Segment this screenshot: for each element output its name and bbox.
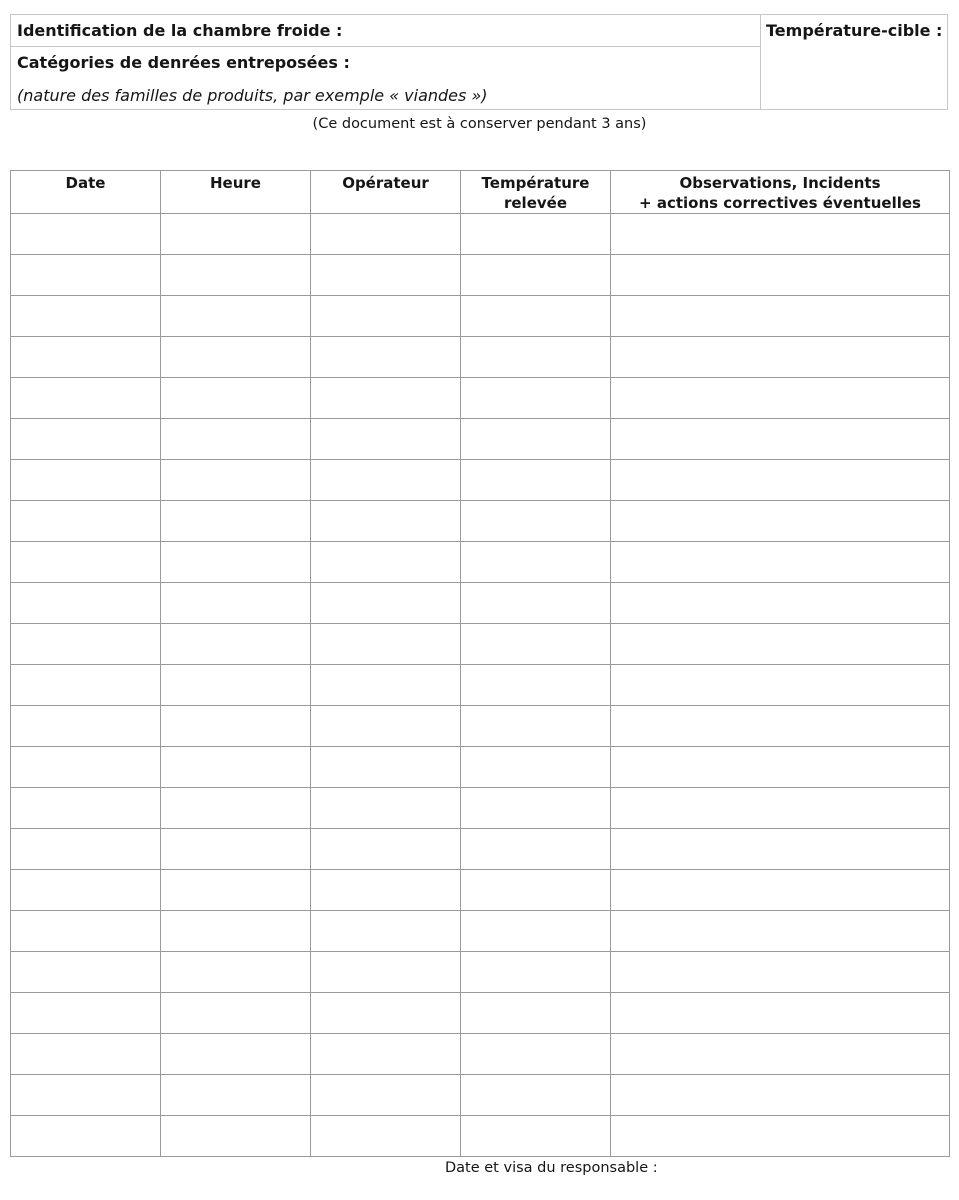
time-cell[interactable] (161, 419, 311, 460)
operator-cell[interactable] (311, 911, 461, 952)
observations-cell[interactable] (611, 1116, 950, 1157)
column-header-operator (311, 171, 461, 214)
column-header-line2: + actions correctives éventuelles (639, 194, 921, 212)
date-cell[interactable] (11, 747, 161, 788)
table-row (11, 952, 950, 993)
table-row (11, 1116, 950, 1157)
date-cell[interactable] (11, 337, 161, 378)
column-header-observations (611, 171, 950, 214)
temperature-log-table (10, 170, 950, 1157)
table-row (11, 419, 950, 460)
table-row (11, 1075, 950, 1116)
table-row (11, 788, 950, 829)
temperature-cell[interactable] (461, 870, 611, 911)
time-cell[interactable] (161, 706, 311, 747)
date-cell[interactable] (11, 378, 161, 419)
observations-cell[interactable] (611, 460, 950, 501)
time-cell[interactable] (161, 788, 311, 829)
temperature-cell[interactable] (461, 829, 611, 870)
temperature-cell[interactable] (461, 706, 611, 747)
operator-cell[interactable] (311, 337, 461, 378)
time-cell[interactable] (161, 255, 311, 296)
observations-cell[interactable] (611, 952, 950, 993)
categories-label: Catégories de denrées entreposées : (17, 53, 350, 72)
date-cell[interactable] (11, 870, 161, 911)
temperature-cell[interactable] (461, 501, 611, 542)
operator-cell[interactable] (311, 624, 461, 665)
temperature-cell[interactable] (461, 296, 611, 337)
observations-cell[interactable] (611, 1075, 950, 1116)
operator-cell[interactable] (311, 952, 461, 993)
temperature-cell[interactable] (461, 952, 611, 993)
operator-cell[interactable] (311, 419, 461, 460)
time-cell[interactable] (161, 747, 311, 788)
observations-cell[interactable] (611, 542, 950, 583)
time-cell[interactable] (161, 378, 311, 419)
retention-note: (Ce document est à conserver pendant 3 ans) (312, 116, 647, 132)
observations-cell[interactable] (611, 255, 950, 296)
observations-cell[interactable] (611, 624, 950, 665)
time-cell[interactable] (161, 214, 311, 255)
time-cell[interactable] (161, 911, 311, 952)
table-row (11, 214, 950, 255)
operator-cell[interactable] (311, 788, 461, 829)
table-row (11, 378, 950, 419)
date-cell[interactable] (11, 911, 161, 952)
operator-cell[interactable] (311, 1075, 461, 1116)
table-row (11, 870, 950, 911)
time-cell[interactable] (161, 460, 311, 501)
operator-cell[interactable] (311, 542, 461, 583)
date-cell[interactable] (11, 460, 161, 501)
temperature-cell[interactable] (461, 378, 611, 419)
observations-cell[interactable] (611, 583, 950, 624)
date-cell[interactable] (11, 1034, 161, 1075)
date-cell[interactable] (11, 296, 161, 337)
date-cell[interactable] (11, 706, 161, 747)
temperature-cell[interactable] (461, 214, 611, 255)
table-row (11, 624, 950, 665)
operator-cell[interactable] (311, 501, 461, 542)
observations-cell[interactable] (611, 1034, 950, 1075)
column-header-line1: Opérateur (342, 174, 429, 192)
operator-cell[interactable] (311, 1034, 461, 1075)
temperature-cell[interactable] (461, 993, 611, 1034)
observations-cell[interactable] (611, 993, 950, 1034)
operator-cell[interactable] (311, 378, 461, 419)
table-row (11, 255, 950, 296)
table-row (11, 460, 950, 501)
date-cell[interactable] (11, 419, 161, 460)
observations-cell[interactable] (611, 665, 950, 706)
categories-hint: (nature des familles de produits, par exemple « viandes ») (17, 86, 488, 105)
time-cell[interactable] (161, 296, 311, 337)
date-cell[interactable] (11, 829, 161, 870)
date-cell[interactable] (11, 665, 161, 706)
operator-cell[interactable] (311, 993, 461, 1034)
table-row (11, 337, 950, 378)
observations-cell[interactable] (611, 747, 950, 788)
temperature-cell[interactable] (461, 583, 611, 624)
temperature-cell[interactable] (461, 419, 611, 460)
time-cell[interactable] (161, 501, 311, 542)
date-cell[interactable] (11, 788, 161, 829)
table-row (11, 829, 950, 870)
observations-cell[interactable] (611, 829, 950, 870)
table-row (11, 1034, 950, 1075)
date-cell[interactable] (11, 583, 161, 624)
observations-cell[interactable] (611, 501, 950, 542)
observations-cell[interactable] (611, 788, 950, 829)
time-cell[interactable] (161, 665, 311, 706)
date-cell[interactable] (11, 1075, 161, 1116)
time-cell[interactable] (161, 993, 311, 1034)
observations-cell[interactable] (611, 214, 950, 255)
date-cell[interactable] (11, 1116, 161, 1157)
operator-cell[interactable] (311, 1116, 461, 1157)
column-header-line1: Observations, Incidents (679, 174, 881, 192)
operator-cell[interactable] (311, 665, 461, 706)
observations-cell[interactable] (611, 911, 950, 952)
date-cell[interactable] (11, 255, 161, 296)
operator-cell[interactable] (311, 706, 461, 747)
column-header-time (161, 171, 311, 214)
time-cell[interactable] (161, 870, 311, 911)
time-cell[interactable] (161, 952, 311, 993)
temperature-cell[interactable] (461, 1116, 611, 1157)
temperature-cell[interactable] (461, 624, 611, 665)
table-row (11, 993, 950, 1034)
temperature-cell[interactable] (461, 665, 611, 706)
time-cell[interactable] (161, 542, 311, 583)
table-row (11, 542, 950, 583)
temperature-cell[interactable] (461, 460, 611, 501)
column-header-line2: relevée (503, 194, 567, 212)
table-row (11, 706, 950, 747)
column-header-temperature (461, 171, 611, 214)
table-row (11, 911, 950, 952)
observations-cell[interactable] (611, 706, 950, 747)
table-body (11, 214, 950, 1157)
signature-label: Date et visa du responsable : (445, 1160, 658, 1176)
time-cell[interactable] (161, 624, 311, 665)
temperature-cell[interactable] (461, 911, 611, 952)
temperature-cell[interactable] (461, 1034, 611, 1075)
date-cell[interactable] (11, 993, 161, 1034)
identification-row (11, 15, 760, 47)
time-cell[interactable] (161, 337, 311, 378)
table-row (11, 665, 950, 706)
column-header-line1: Date (65, 174, 106, 192)
temperature-cell[interactable] (461, 542, 611, 583)
operator-cell[interactable] (311, 829, 461, 870)
operator-cell[interactable] (311, 296, 461, 337)
time-cell[interactable] (161, 1116, 311, 1157)
table-row (11, 501, 950, 542)
operator-cell[interactable] (311, 747, 461, 788)
temperature-cell[interactable] (461, 255, 611, 296)
observations-cell[interactable] (611, 378, 950, 419)
time-cell[interactable] (161, 829, 311, 870)
time-cell[interactable] (161, 1034, 311, 1075)
observations-cell[interactable] (611, 419, 950, 460)
date-cell[interactable] (11, 542, 161, 583)
column-header-line1: Température (481, 174, 590, 192)
header-left-section (11, 15, 761, 109)
observations-cell[interactable] (611, 296, 950, 337)
temperature-cell[interactable] (461, 747, 611, 788)
table-header-row (11, 171, 950, 214)
table-row (11, 747, 950, 788)
operator-cell[interactable] (311, 214, 461, 255)
operator-cell[interactable] (311, 460, 461, 501)
target-temperature-label: Température-cible : (766, 21, 943, 40)
date-cell[interactable] (11, 624, 161, 665)
table-row (11, 296, 950, 337)
temperature-cell[interactable] (461, 1075, 611, 1116)
temperature-cell[interactable] (461, 788, 611, 829)
operator-cell[interactable] (311, 255, 461, 296)
identification-label: Identification de la chambre froide : (17, 21, 343, 40)
date-cell[interactable] (11, 952, 161, 993)
observations-cell[interactable] (611, 870, 950, 911)
observations-cell[interactable] (611, 337, 950, 378)
time-cell[interactable] (161, 1075, 311, 1116)
column-header-date (11, 171, 161, 214)
operator-cell[interactable] (311, 583, 461, 624)
table-row (11, 583, 950, 624)
header-box (10, 14, 948, 110)
date-cell[interactable] (11, 214, 161, 255)
temperature-cell[interactable] (461, 337, 611, 378)
date-cell[interactable] (11, 501, 161, 542)
operator-cell[interactable] (311, 870, 461, 911)
column-header-line1: Heure (210, 174, 261, 192)
time-cell[interactable] (161, 583, 311, 624)
